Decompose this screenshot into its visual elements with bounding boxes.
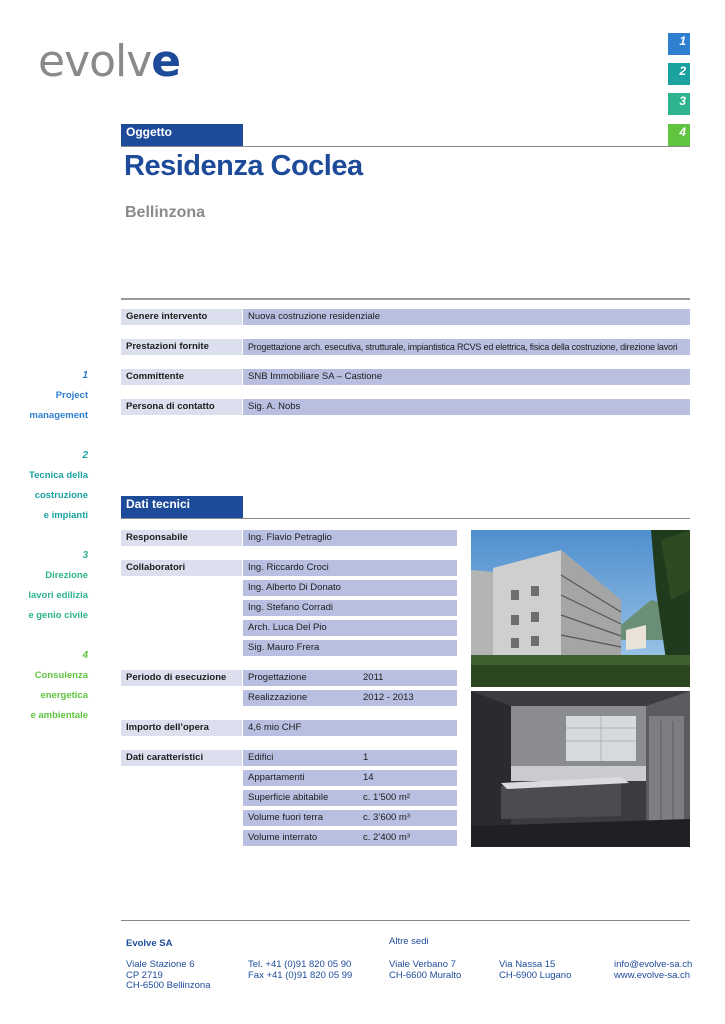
sidebar-label: Tecnica della [29, 470, 88, 481]
info-label: Prestazioni fornite [121, 339, 242, 355]
info-label: Genere intervento [121, 309, 242, 325]
other-offices-label: Altre sedi [389, 936, 429, 947]
sidebar-label: lavori edilizia [28, 590, 88, 601]
oggetto-header: Oggetto [121, 124, 243, 146]
dati-value: Sig. Mauro Frera [243, 640, 457, 656]
info-value: Progettazione arch. esecutiva, strutturale, impiantistica RCVS ed elettrica, fisica della costruzione, direzione lavori [243, 339, 690, 355]
dati-value: Realizzazione [243, 690, 457, 706]
sidebar-number: 4 [82, 650, 88, 661]
oggetto-divider [121, 146, 690, 147]
dati-value: Ing. Flavio Petraglio [243, 530, 457, 546]
dati-value-secondary: 2011 [363, 672, 384, 683]
dati-value: Superficie abitabile [243, 790, 457, 806]
dati-tecnici-header: Dati tecnici [121, 496, 243, 518]
info-label: Committente [121, 369, 242, 385]
sidebar-label: Direzione [45, 570, 88, 581]
address-bellinzona: Viale Stazione 6 CP 2719 CH-6500 Bellinzona [126, 959, 211, 991]
tab-4[interactable]: 4 [668, 124, 690, 146]
dati-value-secondary: 14 [363, 772, 374, 783]
sidebar-label: Consulenza [34, 670, 88, 681]
logo-text-accent: e [151, 36, 181, 87]
sidebar-label: management [29, 410, 88, 421]
dati-value: Ing. Stefano Corradi [243, 600, 457, 616]
dati-label: Importo dell’opera [121, 720, 242, 736]
dati-value: Edifici [243, 750, 457, 766]
logo-text: evolv [38, 36, 152, 87]
info-value: Nuova costruzione residenziale [243, 309, 690, 325]
phone-fax: Tel. +41 (0)91 820 05 90 Fax +41 (0)91 820 05 99 [248, 959, 353, 981]
dati-label: Periodo di esecuzione [121, 670, 242, 686]
building-exterior-photo [471, 530, 690, 687]
sidebar-label: energetica [40, 690, 88, 701]
kitchen-interior-photo [471, 691, 690, 847]
contact-links[interactable] [614, 960, 692, 981]
dati-value: Ing. Alberto Di Donato [243, 580, 457, 596]
company-name: Evolve SA [126, 938, 173, 949]
sidebar-number: 2 [82, 450, 88, 461]
info-value: Sig. A. Nobs [243, 399, 690, 415]
tab-2[interactable]: 2 [668, 63, 690, 85]
dati-value: Arch. Luca Del Pio [243, 620, 457, 636]
tab-3[interactable]: 3 [668, 93, 690, 115]
sidebar-label: e impianti [43, 510, 88, 521]
dati-label: Responsabile [121, 530, 242, 546]
sidebar-label: costruzione [34, 490, 88, 501]
sidebar-item-direzione[interactable] [0, 546, 88, 626]
sidebar-item-consulenza[interactable] [0, 646, 88, 726]
evolve-logo [38, 36, 181, 87]
address-lugano: Via Nassa 15 CH-6900 Lugano [499, 959, 572, 981]
info-label: Persona di contatto [121, 399, 242, 415]
dati-label: Collaboratori [121, 560, 242, 576]
dati-value-secondary: c. 1’500 m² [363, 792, 410, 803]
dati-label: Dati caratteristici [121, 750, 242, 766]
email-link[interactable]: info@evolve-sa.ch [614, 959, 693, 970]
footer-divider [121, 920, 690, 921]
dati-value-secondary: 1 [363, 752, 369, 763]
dati-value-secondary: 2012 - 2013 [363, 692, 414, 703]
dati-value-secondary: c. 3’600 m³ [363, 812, 410, 823]
dati-value: Volume fuori terra [243, 810, 457, 826]
page-title: Residenza Coclea [124, 150, 363, 182]
website-link[interactable]: www.evolve-sa.ch [614, 969, 691, 981]
sidebar-label: Project [55, 390, 88, 401]
dati-value: Volume interrato [243, 830, 457, 846]
sidebar-number: 3 [82, 550, 88, 561]
dati-value: Appartamenti [243, 770, 457, 786]
info-value: SNB Immobiliare SA – Castione [243, 369, 690, 385]
sidebar-item-project-management[interactable] [0, 366, 88, 426]
sidebar-number: 1 [82, 370, 88, 381]
dati-divider [121, 518, 690, 519]
sidebar-label: e genio civile [28, 610, 88, 621]
location-subtitle: Bellinzona [125, 204, 206, 221]
dati-value: Progettazione [243, 670, 457, 686]
address-muralto: Viale Verbano 7 CH-6600 Muralto [389, 959, 462, 981]
tab-1[interactable]: 1 [668, 33, 690, 55]
info-divider [121, 298, 690, 300]
sidebar-label: e ambientale [30, 710, 88, 721]
dati-value-secondary: c. 2’400 m³ [363, 832, 410, 843]
dati-value: 4,6 mio CHF [243, 720, 457, 736]
dati-value: Ing. Riccardo Croci [243, 560, 457, 576]
sidebar-item-tecnica[interactable] [0, 446, 88, 526]
